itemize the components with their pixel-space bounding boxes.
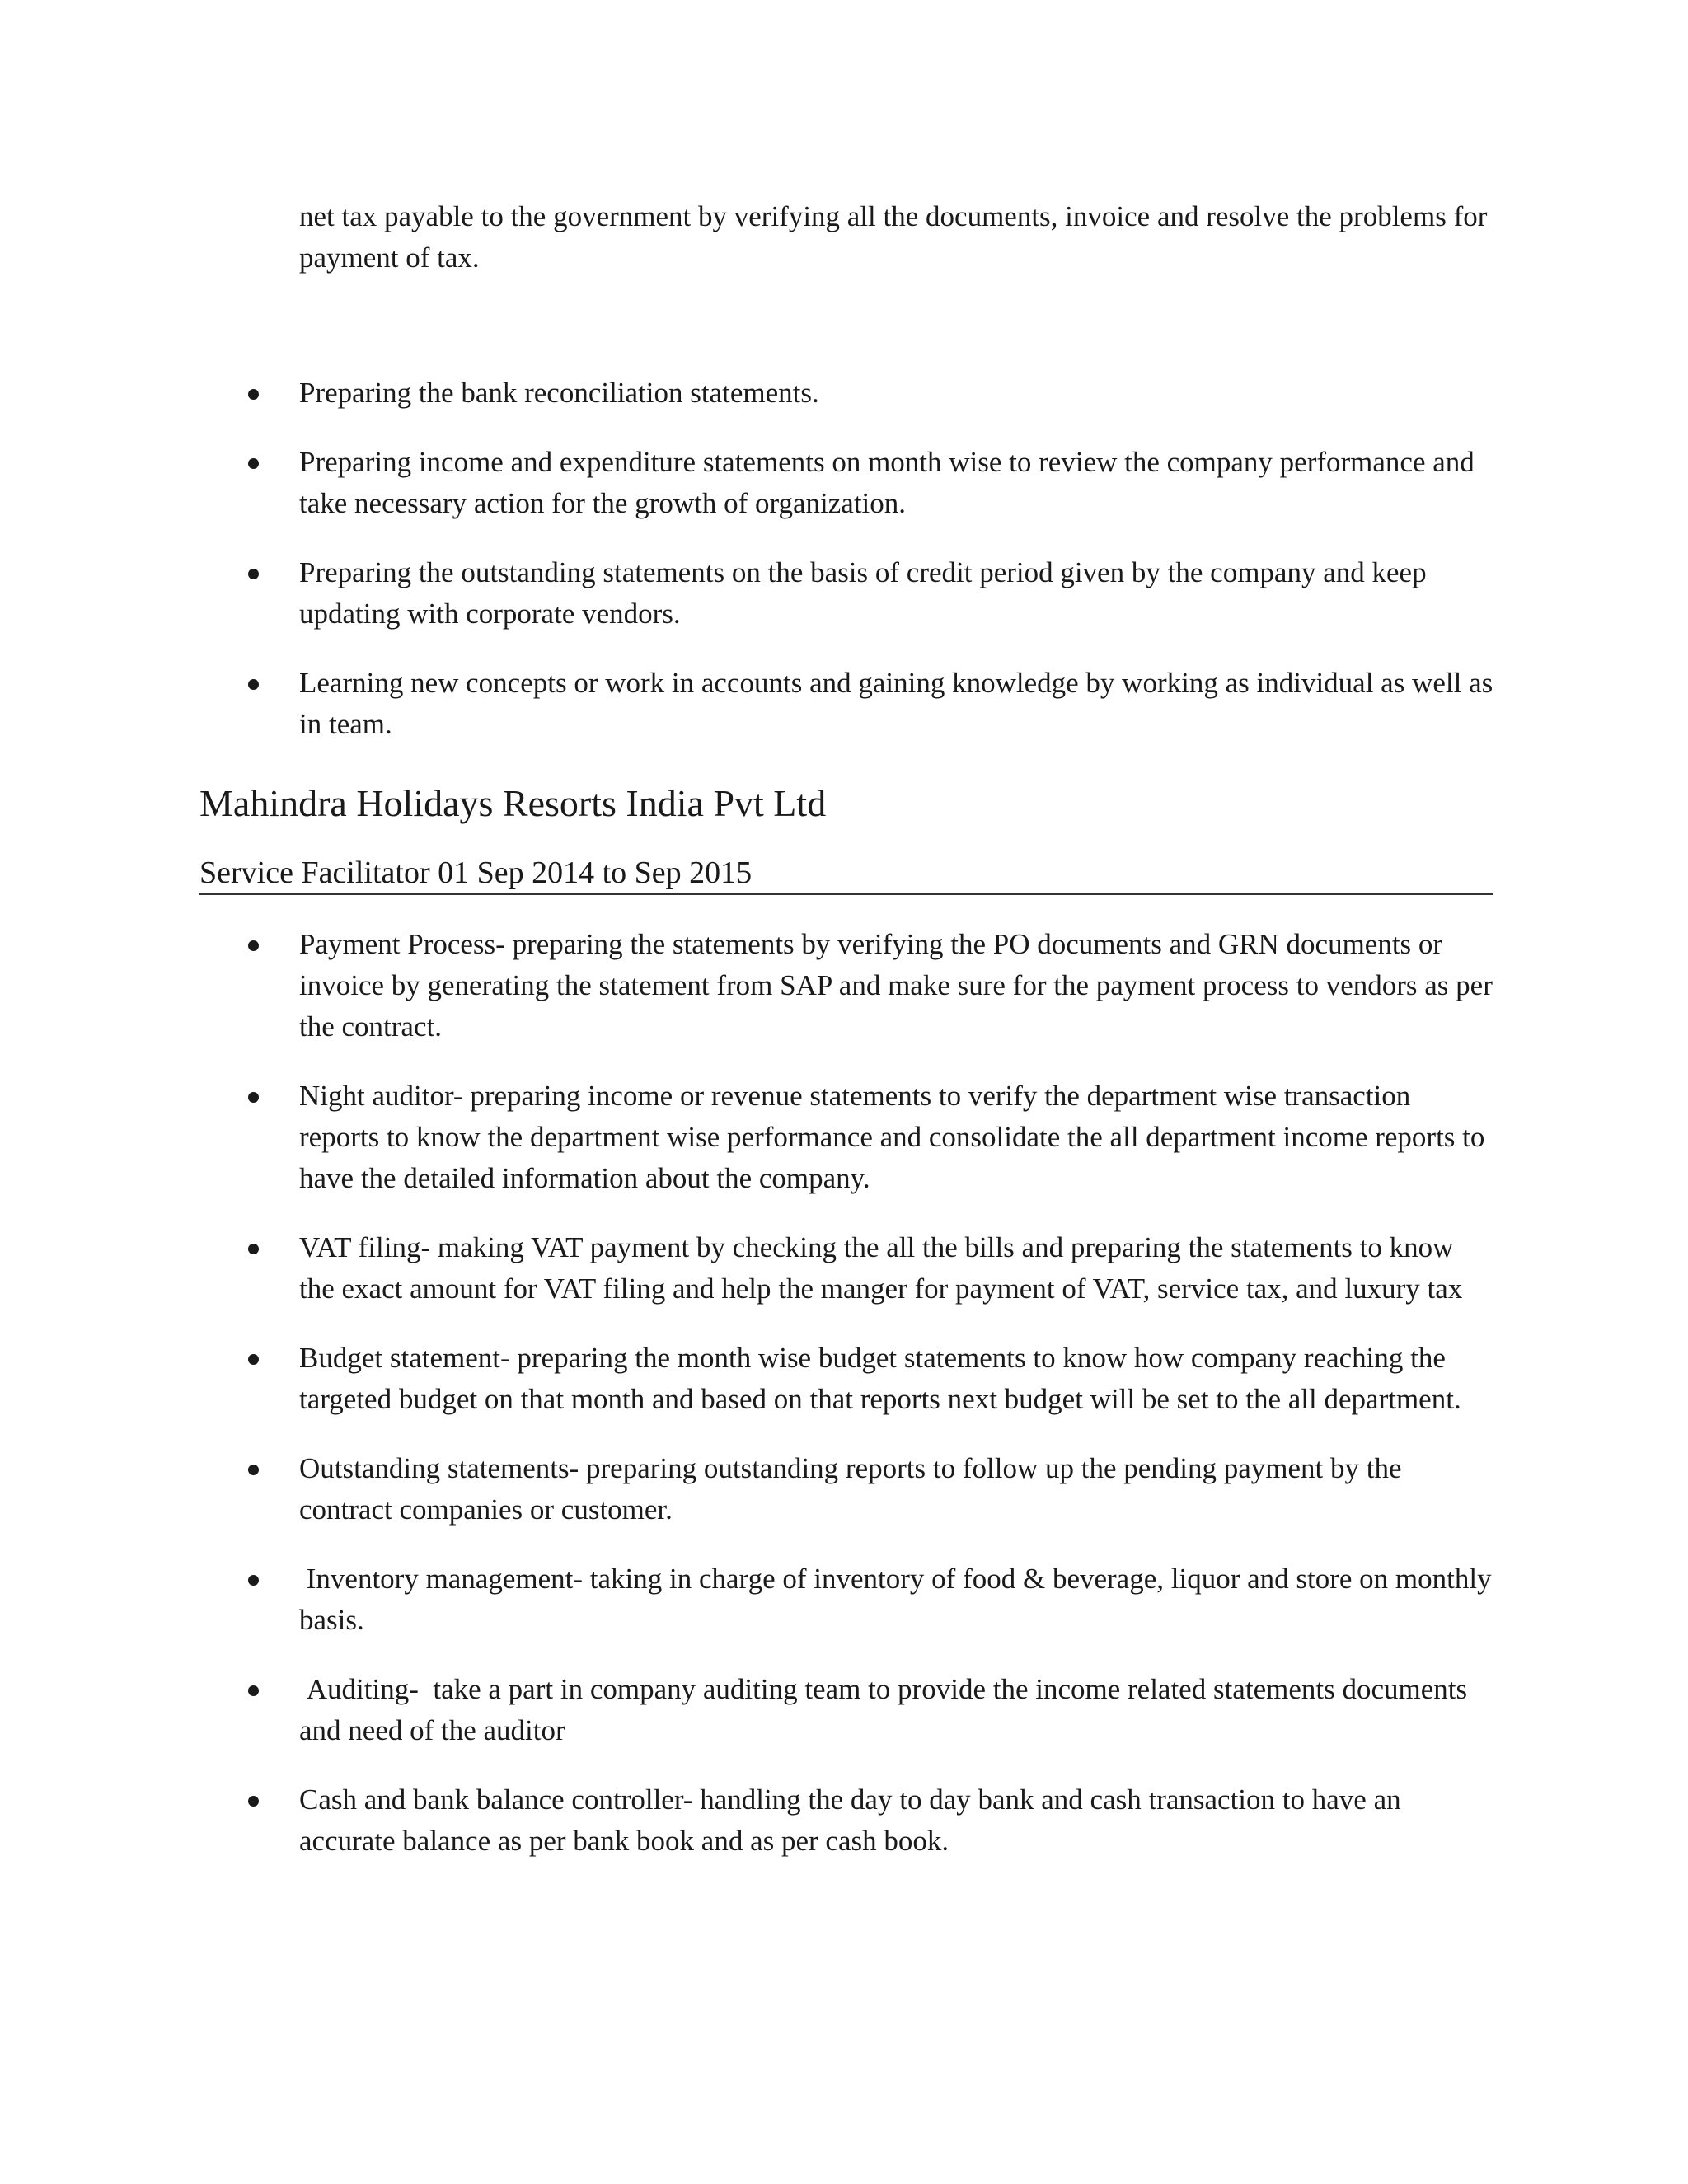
list-item xyxy=(0,1558,1499,1641)
bullet-text: Cash and bank balance controller- handling the day to day bank and cash transaction to have an accurate balance as per bank book and as per cash book. xyxy=(299,1783,1401,1857)
bullet-text: Preparing income and expenditure statements on month wise to review the company performance and take necessary action for the growth of organization. xyxy=(299,446,1475,519)
role-heading: Service Facilitator 01 Sep 2014 to Sep 2015 xyxy=(199,852,1493,895)
bullet-icon xyxy=(248,1092,259,1103)
bullet-icon xyxy=(248,1244,259,1254)
list-item xyxy=(0,552,1494,635)
bullet-text: Night auditor- preparing income or revenue statements to verify the department wise transaction reports to know the department wise performance and consolidate the all department income reports to have the detailed information about the company. xyxy=(299,1080,1485,1194)
list-item xyxy=(0,1227,1494,1310)
list-item xyxy=(0,663,1494,745)
list-item xyxy=(0,1338,1494,1420)
bullet-icon xyxy=(248,1796,259,1807)
continuation-paragraph xyxy=(299,196,1494,279)
list-item xyxy=(0,442,1494,524)
role-bullet-list xyxy=(0,924,1688,1890)
list-item xyxy=(0,1076,1494,1199)
bullet-text: Auditing- take a part in company auditing team to provide the income related statements documents and need of the auditor xyxy=(299,1673,1475,1746)
bullet-icon xyxy=(248,1685,259,1696)
bullet-text: Outstanding statements- preparing outstanding reports to follow up the pending payment by the contract companies or customer. xyxy=(299,1452,1402,1526)
bullet-text: Preparing the outstanding statements on the basis of credit period given by the company and keep updating with corporate vendors. xyxy=(299,556,1427,630)
bullet-text: Inventory management- taking in charge of inventory of food & beverage, liquor and store on monthly basis. xyxy=(299,1563,1499,1636)
continuation-text: net tax payable to the government by verifying all the documents, invoice and resolve the problems for payment of tax. xyxy=(299,200,1488,274)
bullet-text: VAT filing- making VAT payment by checking the all the bills and preparing the statements to know the exact amount for VAT filing and help the manger for payment of VAT, service tax, and luxury tax xyxy=(299,1231,1463,1305)
list-item xyxy=(0,1448,1494,1530)
bullet-icon xyxy=(248,940,259,951)
list-item xyxy=(0,924,1494,1047)
bullet-icon xyxy=(248,458,259,469)
bullet-icon xyxy=(248,569,259,579)
bullet-text: Preparing the bank reconciliation statements. xyxy=(299,377,819,409)
bullet-text: Learning new concepts or work in accounts and gaining knowledge by working as individual as well as in team. xyxy=(299,667,1493,740)
bullet-text: Payment Process- preparing the statements by verifying the PO documents and GRN documents or invoice by generating the statement from SAP and make sure for the payment process to vendors as per the contract. xyxy=(299,928,1493,1043)
previous-role-bullet-list xyxy=(0,373,1688,773)
bullet-icon xyxy=(248,1465,259,1475)
bullet-icon xyxy=(248,389,259,400)
list-item xyxy=(0,1669,1494,1751)
bullet-icon xyxy=(248,679,259,690)
bullet-icon xyxy=(248,1575,259,1586)
company-heading: Mahindra Holidays Resorts India Pvt Ltd xyxy=(199,782,827,824)
bullet-icon xyxy=(248,1354,259,1365)
list-item xyxy=(0,373,1494,414)
list-item xyxy=(0,1779,1494,1862)
bullet-text: Budget statement- preparing the month wise budget statements to know how company reaching the targeted budget on that month and based on that reports next budget will be set to the all department. xyxy=(299,1342,1461,1415)
